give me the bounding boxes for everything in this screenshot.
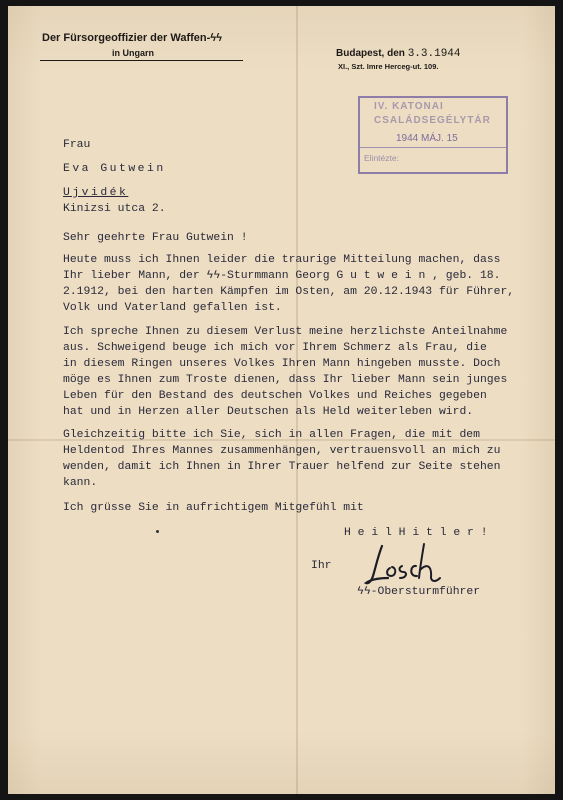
recipient-name: Eva Gutwein bbox=[63, 163, 166, 175]
stamp-line-2: CSALÁDSEGÉLYTÁR bbox=[374, 115, 491, 126]
body-line: 2.1912, bei den harten Kämpfen im Osten, am 20.12.1943 für Führer, bbox=[63, 286, 515, 298]
body-line: Heute muss ich Ihnen leider die traurige Mitteilung machen, dass bbox=[63, 254, 501, 266]
body-line: kann. bbox=[63, 477, 98, 489]
body-line: wenden, damit ich Ihnen in Ihrer Trauer helfend zur Seite stehen bbox=[63, 461, 501, 473]
ihr-line: Ihr bbox=[311, 560, 332, 572]
recipient-salutation: Frau bbox=[63, 139, 91, 151]
stamp-date: 1944 MÁJ. 15 bbox=[396, 133, 458, 144]
ink-speck bbox=[156, 530, 159, 533]
letterhead-organization: Der Fürsorgeoffizier der Waffen-ϟϟ bbox=[42, 32, 222, 44]
stamp-divider bbox=[360, 147, 506, 148]
body-line: Gleichzeitig bitte ich Sie, sich in allen Fragen, die mit dem bbox=[63, 429, 480, 441]
receipt-stamp bbox=[358, 96, 508, 174]
recipient-city: Ujvidék bbox=[63, 187, 129, 199]
recipient-street: Kinizsi utca 2. bbox=[63, 203, 166, 215]
sender-address: XI., Szt. Imre Herceg-ut. 109. bbox=[338, 62, 439, 71]
stamp-field-label: Elintézte: bbox=[364, 153, 399, 163]
body-line: Leben für den Bestand des deutschen Volkes und Reiches gegeben bbox=[63, 390, 487, 402]
heil-hitler-line: H e i l H i t l e r ! bbox=[344, 527, 488, 539]
letter-date: 3.3.1944 bbox=[407, 48, 461, 60]
greeting: Sehr geehrte Frau Gutwein ! bbox=[63, 232, 248, 244]
place-date-line bbox=[336, 48, 461, 60]
signer-rank: ϟϟ-Obersturmführer bbox=[357, 586, 481, 598]
body-line: aus. Schweigend beuge ich mich vor Ihrem Schmerz als Frau, die bbox=[63, 342, 487, 354]
body-line: Ich spreche Ihnen zu diesem Verlust meine herzlichste Anteilnahme bbox=[63, 326, 508, 338]
closing-line: Ich grüsse Sie in aufrichtigem Mitgefühl mit bbox=[63, 502, 364, 514]
letterhead-region: in Ungarn bbox=[112, 48, 154, 58]
body-line: Ihr lieber Mann, der ϟϟ-Sturmmann Georg G u t w e i n , geb. 18. bbox=[63, 270, 501, 282]
body-line: hat und in Herzen aller Deutschen als Held weiterleben wird. bbox=[63, 406, 474, 418]
body-line: möge es Ihnen zum Troste dienen, dass Ihr lieber Mann sein junges bbox=[63, 374, 508, 386]
stamp-line-1: IV. KATONAI bbox=[374, 101, 444, 112]
place-label: Budapest, den bbox=[336, 48, 405, 59]
body-line: Volk und Vaterland gefallen ist. bbox=[63, 302, 282, 314]
letterhead-rule bbox=[40, 60, 243, 61]
body-line: Heldentod Ihres Mannes zusammenhängen, vertrauensvoll an mich zu bbox=[63, 445, 501, 457]
body-line: in diesem Ringen unseres Volkes Ihren Mann hingeben musste. Doch bbox=[63, 358, 501, 370]
